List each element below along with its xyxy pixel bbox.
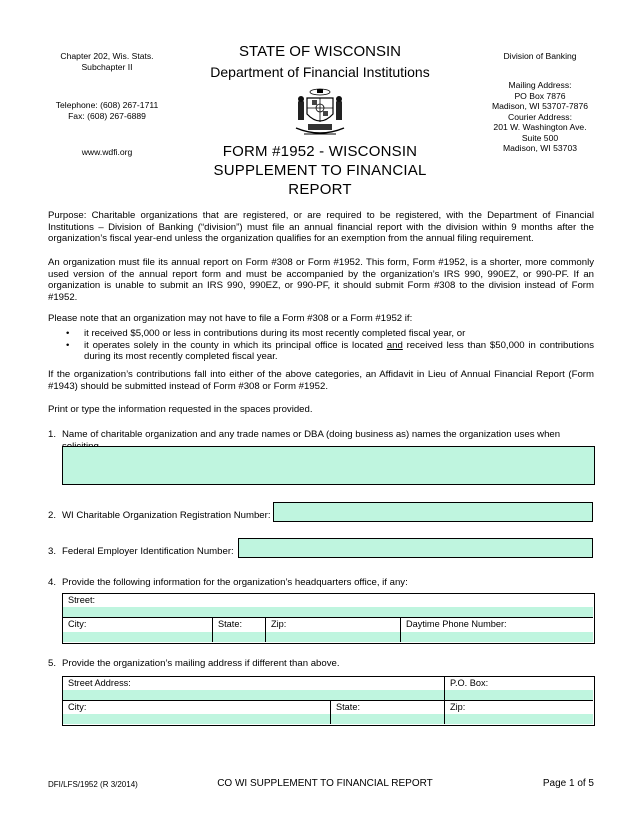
fax-number: Fax: (608) 267-6889	[68, 110, 146, 121]
q3-label: Federal Employer Identification Number:	[62, 546, 234, 557]
statute-reference	[52, 51, 162, 72]
q5-number: 5.	[48, 658, 57, 669]
q5-label: Provide the organization’s mailing address if different than above.	[62, 658, 340, 669]
division-addresses	[470, 80, 610, 154]
mail-zip-label: Zip:	[450, 702, 466, 712]
q1-number: 1.	[48, 429, 57, 440]
telephone-number: Telephone: (608) 267-1711	[55, 100, 159, 110]
print-instruction: Print or type the information requested in the spaces provided.	[48, 404, 313, 415]
hq-street-cell[interactable]	[63, 594, 593, 618]
q2-label: WI Charitable Organization Registration Number:	[62, 510, 271, 521]
mail-zip-cell[interactable]	[445, 701, 593, 724]
department-title: Department of Financial Institutions	[210, 64, 430, 80]
hq-state-input[interactable]	[213, 632, 265, 642]
hq-phone-cell[interactable]	[401, 618, 593, 642]
state-title: STATE OF WISCONSIN	[239, 43, 401, 60]
form-title	[170, 142, 470, 199]
filing-paragraph: An organization must file its annual report on Form #308 or Form #1952. This form, Form #1952, is a shorter, more commonly used version of the annual report form and must be accompanied by the organization’s IRS 990, 990EZ, or 990-PF. If an organization is unable to submit an IRS 990, 990EZ, or 990-PF, it should submit Form #308 to the division instead of Form #1952.	[48, 257, 594, 303]
mail-street-label: Street Address:	[68, 678, 131, 688]
contact-phone-fax	[42, 100, 172, 121]
q4-number: 4.	[48, 577, 57, 588]
courier-city: Madison, WI 53703	[502, 143, 578, 153]
statute-line-1: Chapter 202, Wis. Stats.	[60, 51, 154, 61]
footer-title: CO WI SUPPLEMENT TO FINANCIAL REPORT	[217, 778, 433, 789]
hq-city-cell[interactable]	[63, 618, 213, 642]
mailing-address-label: Mailing Address:	[508, 80, 572, 90]
mail-street-input[interactable]	[63, 690, 444, 700]
form-title-line-1: FORM #1952 - WISCONSIN	[222, 143, 418, 160]
po-box: PO Box 7876	[514, 90, 566, 101]
mail-state-label: State:	[336, 702, 361, 712]
mail-pobox-label: P.O. Box:	[450, 678, 489, 688]
bullet-icon: •	[66, 328, 70, 339]
fein-field[interactable]	[238, 538, 593, 558]
hq-zip-label: Zip:	[271, 619, 287, 629]
mail-city-input[interactable]	[63, 714, 330, 724]
exemption-item-2-and: and	[386, 339, 403, 351]
wisconsin-seal-icon	[290, 84, 350, 140]
exemption-item-2-part-1: it operates solely in the county in which its principal office is located	[84, 339, 387, 351]
website-link[interactable]: www.wdfi.org	[81, 147, 133, 157]
exemption-note: Please note that an organization may not have to file a Form #308 or a Form #1952 if:	[48, 313, 413, 324]
statute-line-2: Subchapter II	[81, 61, 133, 72]
exemption-list	[62, 328, 594, 363]
q2-number: 2.	[48, 510, 57, 521]
courier-address-label: Courier Address:	[507, 111, 572, 122]
mailing-address-table	[62, 676, 595, 726]
mail-state-input[interactable]	[331, 714, 444, 724]
hq-state-cell[interactable]	[213, 618, 266, 642]
form-title-line-2: SUPPLEMENT TO FINANCIAL	[213, 162, 427, 179]
bullet-icon: •	[66, 339, 70, 351]
hq-city-label: City:	[68, 619, 87, 629]
page-number: Page 1 of 5	[542, 778, 594, 789]
organization-name-field[interactable]	[62, 446, 595, 485]
list-item	[62, 328, 594, 340]
courier-suite: Suite 500	[521, 132, 559, 143]
hq-zip-cell[interactable]	[266, 618, 401, 642]
affidavit-paragraph: If the organization’s contributions fall into either of the above categories, an Affidavit in Lieu of Annual Financial Report (Form #1943) should be submitted instead of Form #308 or Form #1952.	[48, 369, 594, 392]
hq-phone-label: Daytime Phone Number:	[406, 619, 507, 629]
mailing-city: Madison, WI 53707-7876	[491, 101, 589, 111]
mail-zip-input[interactable]	[445, 714, 593, 724]
q3-number: 3.	[48, 546, 57, 557]
mail-city-label: City:	[68, 702, 87, 712]
courier-street: 201 W. Washington Ave.	[493, 122, 587, 132]
mail-city-cell[interactable]	[63, 701, 331, 724]
q4-label: Provide the following information for the organization’s headquarters office, if any:	[62, 577, 408, 588]
hq-street-label: Street:	[68, 595, 96, 605]
hq-phone-input[interactable]	[401, 632, 593, 642]
list-item	[62, 340, 594, 363]
mail-pobox-input[interactable]	[445, 690, 593, 700]
purpose-paragraph: Purpose: Charitable organizations that are registered, or are required to be registered, with the Department of Financial Institutions – Division of Banking (“division”) must file an annual financial report with the division within 9 months after the organization’s fiscal year-end unless the organization qualifies for an exemption from the annual filing requirement.	[48, 210, 594, 245]
mail-pobox-cell[interactable]	[445, 677, 593, 701]
registration-number-field[interactable]	[273, 502, 593, 522]
headquarters-address-table	[62, 593, 595, 644]
division-name: Division of Banking	[503, 51, 577, 61]
q1-label: Name of charitable organization and any trade names or DBA (doing business as) names the organization uses when	[62, 429, 561, 440]
mail-state-cell[interactable]	[331, 701, 445, 724]
hq-state-label: State:	[218, 619, 243, 629]
hq-city-input[interactable]	[63, 632, 212, 642]
exemption-item-1: it received $5,000 or less in contributions during its most recently completed fiscal year, or	[84, 328, 466, 339]
hq-street-input[interactable]	[63, 607, 593, 617]
hq-zip-input[interactable]	[266, 632, 400, 642]
form-title-line-3: REPORT	[288, 181, 352, 198]
mail-street-cell[interactable]	[63, 677, 445, 701]
form-code: DFI/LFS/1952 (R 3/2014)	[48, 780, 138, 789]
exemption-item-2-part-2: received less than $50,000 in contributions during its most recently completed fiscal year.	[84, 339, 594, 363]
